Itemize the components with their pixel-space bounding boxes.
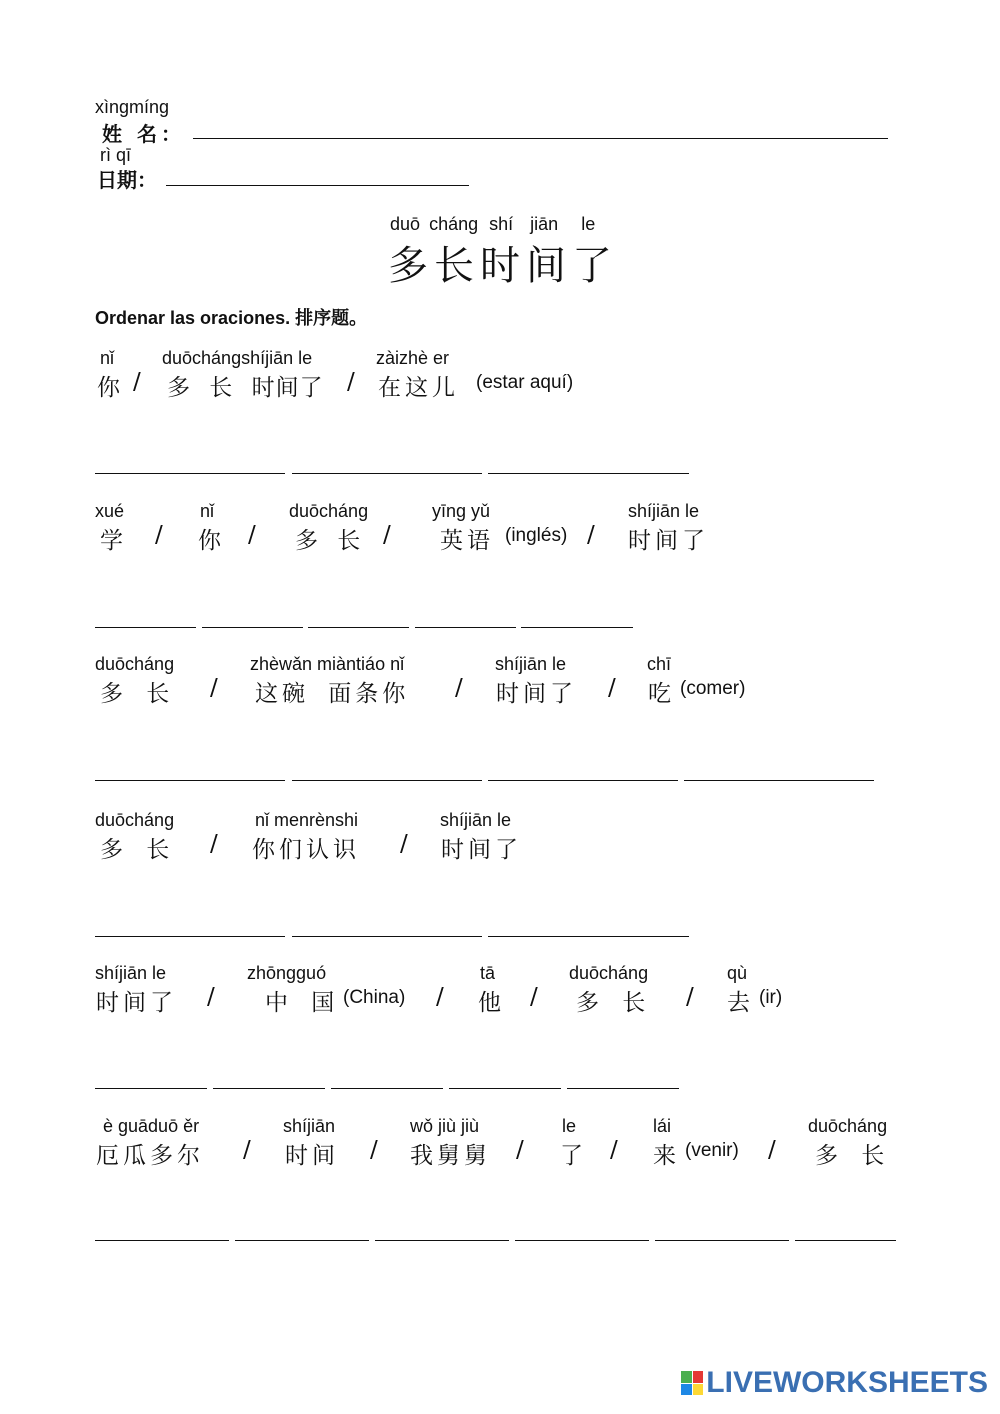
segment-hanzi: 多 长 — [100, 681, 171, 707]
segment-hanzi: 多 长 — [295, 528, 362, 554]
answer-blank[interactable] — [515, 1240, 649, 1241]
segment-hanzi: 中 国 — [265, 990, 336, 1016]
segment-pinyin: nǐ — [200, 501, 215, 521]
liveworksheets-logo — [681, 1366, 988, 1400]
answer-blank[interactable] — [292, 780, 482, 781]
segment-hanzi: 时间了 — [628, 528, 709, 554]
segment-hanzi: 吃 — [648, 681, 672, 707]
segment-pinyin: qù — [727, 963, 748, 983]
answer-blank[interactable] — [202, 627, 303, 628]
segment-hanzi: 时间了 — [96, 990, 177, 1016]
segment-hanzi: 这碗 面条你 — [255, 681, 410, 707]
answer-blank[interactable] — [521, 627, 633, 628]
separator: / — [768, 1137, 777, 1163]
segment-pinyin: duōcháng — [289, 501, 369, 521]
separator: / — [436, 984, 445, 1010]
segment-hanzi: 在这儿 — [378, 375, 459, 401]
segment-pinyin: shíjiān le — [495, 654, 567, 674]
segment-pinyin: shíjiān — [283, 1116, 336, 1136]
answer-blank[interactable] — [292, 473, 482, 474]
segment-pinyin: duōchángshíjiān le — [162, 348, 313, 368]
answer-blank[interactable] — [308, 627, 409, 628]
segment-pinyin: xué — [95, 501, 125, 521]
answer-blank[interactable] — [95, 627, 196, 628]
segment-translation: (comer) — [680, 678, 746, 699]
answer-blank[interactable] — [684, 780, 874, 781]
separator: / — [155, 522, 164, 548]
segment-hanzi: 厄瓜多尔 — [96, 1143, 204, 1169]
separator: / — [243, 1137, 252, 1163]
segment-pinyin: shíjiān le — [95, 963, 167, 983]
name-field[interactable] — [193, 138, 888, 139]
name-pinyin: xìngmíng — [95, 97, 170, 117]
logo-text: LIVEWORKSHEETS — [706, 1366, 988, 1399]
segment-pinyin: duōcháng — [569, 963, 649, 983]
separator: / — [516, 1137, 525, 1163]
answer-blank[interactable] — [95, 780, 285, 781]
separator: / — [210, 675, 219, 701]
separator: / — [383, 522, 392, 548]
answer-blank[interactable] — [375, 1240, 509, 1241]
name-label: 姓 名： — [102, 122, 185, 146]
answer-blank[interactable] — [95, 473, 285, 474]
segment-pinyin: duōcháng — [95, 654, 175, 674]
liveworksheets-logo-icon — [681, 1371, 703, 1395]
segment-hanzi: 了 — [560, 1143, 584, 1169]
answer-blank[interactable] — [795, 1240, 896, 1241]
separator: / — [686, 984, 695, 1010]
segment-hanzi: 你 — [198, 528, 222, 554]
separator: / — [207, 984, 216, 1010]
segment-pinyin: duōcháng — [95, 810, 175, 830]
separator: / — [210, 831, 219, 857]
segment-pinyin: chī — [647, 654, 672, 674]
segment-hanzi: 多 长 — [576, 990, 647, 1016]
separator: / — [608, 675, 617, 701]
segment-hanzi: 英语 — [440, 528, 494, 554]
answer-blank[interactable] — [449, 1088, 561, 1089]
answer-blank[interactable] — [488, 473, 689, 474]
separator: / — [347, 369, 356, 395]
answer-blank[interactable] — [488, 936, 689, 937]
segment-pinyin: yīng yǔ — [432, 501, 491, 521]
separator: / — [370, 1137, 379, 1163]
segment-translation: (inglés) — [505, 525, 568, 546]
separator: / — [248, 522, 257, 548]
answer-blank[interactable] — [292, 936, 482, 937]
segment-hanzi: 去 — [727, 990, 751, 1016]
answer-blank[interactable] — [95, 1240, 229, 1241]
segment-pinyin: è guāduō ěr — [103, 1116, 200, 1136]
title-pinyin-5: le — [581, 214, 596, 234]
date-field[interactable] — [166, 185, 469, 186]
page-title: 多长时间了 — [388, 243, 618, 289]
title-pinyin-1: duō — [390, 214, 421, 234]
segment-pinyin: tā — [480, 963, 496, 983]
segment-hanzi: 时间了 — [496, 681, 577, 707]
segment-translation: (venir) — [685, 1140, 739, 1161]
segment-hanzi: 时间 — [285, 1143, 339, 1169]
segment-hanzi: 你们认识 — [252, 837, 360, 863]
segment-pinyin: wǒ jiù jiù — [410, 1116, 480, 1136]
segment-hanzi: 多 长 时间了 — [167, 375, 324, 401]
segment-pinyin: zhèwǎn miàntiáo nǐ — [250, 654, 405, 674]
segment-hanzi: 多 长 — [100, 837, 171, 863]
segment-pinyin: zhōngguó — [247, 963, 327, 983]
segment-pinyin: shíjiān le — [440, 810, 512, 830]
date-pinyin: rì qī — [100, 145, 132, 165]
answer-blank[interactable] — [415, 627, 516, 628]
segment-translation: (China) — [343, 987, 406, 1008]
segment-pinyin: zàizhè er — [376, 348, 450, 368]
segment-translation: (estar aquí) — [476, 372, 574, 393]
title-pinyin-3: shí — [489, 214, 514, 234]
separator: / — [455, 675, 464, 701]
segment-pinyin: nǐ menrènshi — [255, 810, 359, 830]
date-label: 日期： — [97, 168, 157, 192]
answer-blank[interactable] — [488, 780, 678, 781]
segment-pinyin: duōcháng — [808, 1116, 888, 1136]
answer-blank[interactable] — [235, 1240, 369, 1241]
segment-hanzi: 我舅舅 — [410, 1143, 491, 1169]
separator: / — [587, 522, 596, 548]
answer-blank[interactable] — [213, 1088, 325, 1089]
segment-hanzi: 时间了 — [441, 837, 522, 863]
segment-hanzi: 他 — [478, 990, 502, 1016]
segment-pinyin: shíjiān le — [628, 501, 700, 521]
answer-blank[interactable] — [567, 1088, 679, 1089]
segment-hanzi: 学 — [100, 528, 124, 554]
answer-blank[interactable] — [331, 1088, 443, 1089]
title-pinyin — [390, 214, 595, 235]
answer-blank[interactable] — [95, 936, 285, 937]
answer-blank[interactable] — [95, 1088, 207, 1089]
segment-hanzi: 你 — [97, 375, 121, 401]
separator: / — [400, 831, 409, 857]
instruction: Ordenar las oraciones. 排序题。 — [95, 308, 368, 328]
segment-translation: (ir) — [759, 987, 783, 1008]
segment-pinyin: nǐ — [100, 348, 115, 368]
segment-hanzi: 多 长 — [815, 1143, 886, 1169]
separator: / — [133, 369, 142, 395]
segment-hanzi: 来 — [653, 1143, 677, 1169]
title-pinyin-4: jiān — [530, 214, 559, 234]
segment-pinyin: lái — [653, 1116, 672, 1136]
separator: / — [610, 1137, 619, 1163]
title-pinyin-2: cháng — [429, 214, 479, 234]
segment-pinyin: le — [562, 1116, 577, 1136]
answer-blank[interactable] — [655, 1240, 789, 1241]
separator: / — [530, 984, 539, 1010]
